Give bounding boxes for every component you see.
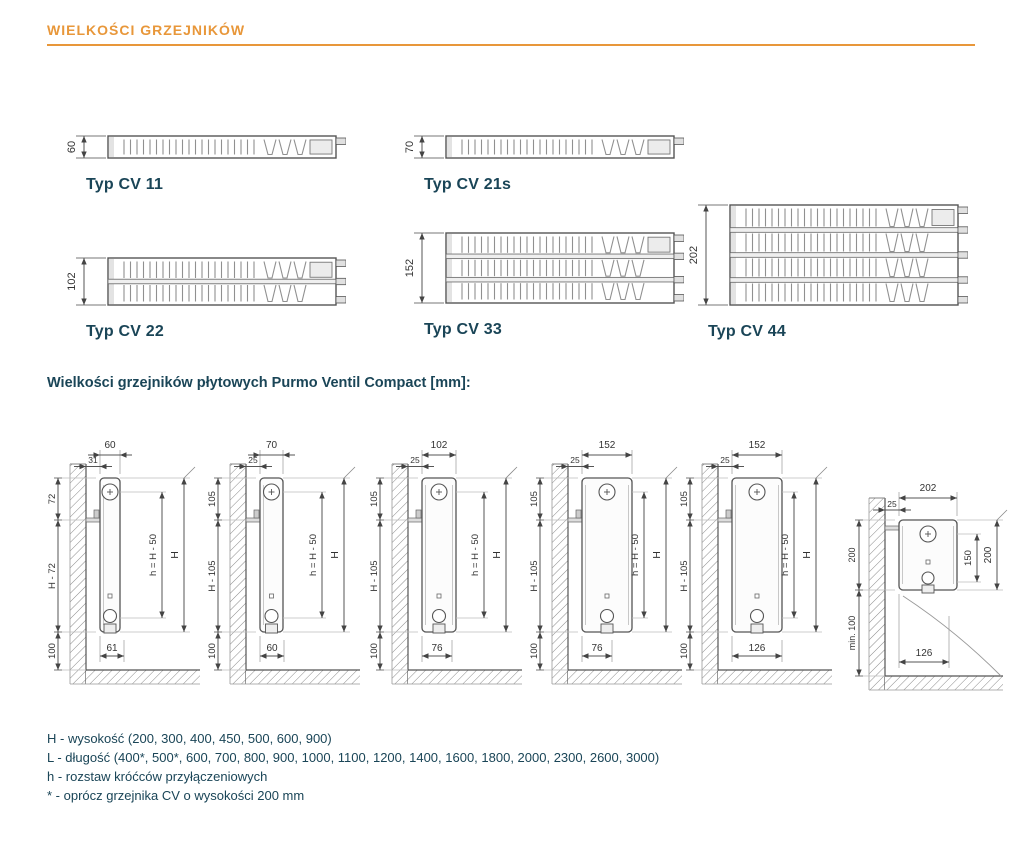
radiator-type-label: Typ CV 21s bbox=[424, 176, 512, 193]
svg-text:25: 25 bbox=[720, 455, 730, 465]
svg-text:70: 70 bbox=[404, 140, 416, 154]
svg-text:H - 105: H - 105 bbox=[529, 560, 540, 592]
svg-text:152: 152 bbox=[404, 258, 416, 278]
svg-text:200: 200 bbox=[847, 547, 857, 563]
svg-text:126: 126 bbox=[915, 648, 933, 659]
svg-text:60: 60 bbox=[66, 140, 78, 154]
radiator-type-label: Typ CV 33 bbox=[424, 321, 502, 338]
svg-text:H: H bbox=[491, 551, 503, 559]
page-title: WIELKOŚCI GRZEJNIKÓW bbox=[47, 22, 246, 38]
radiator-figure-cv11 bbox=[46, 132, 346, 194]
svg-text:76: 76 bbox=[431, 643, 443, 654]
radiator-figure-cv22 bbox=[46, 254, 346, 341]
svg-text:105: 105 bbox=[529, 491, 540, 507]
svg-text:31: 31 bbox=[88, 455, 98, 465]
mount-diagram-cv33-svg bbox=[526, 424, 686, 696]
svg-text:H: H bbox=[329, 551, 341, 559]
svg-text:102: 102 bbox=[430, 440, 448, 451]
svg-text:h = H - 50: h = H - 50 bbox=[780, 534, 791, 576]
svg-text:H - 72: H - 72 bbox=[47, 563, 58, 589]
svg-text:200: 200 bbox=[983, 546, 994, 564]
radiator-type-label: Typ CV 44 bbox=[708, 323, 786, 340]
svg-text:72: 72 bbox=[47, 493, 58, 505]
svg-text:105: 105 bbox=[369, 491, 380, 507]
section-heading: Wielkości grzejników płytowych Purmo Ventil Compact [mm]: bbox=[47, 375, 471, 391]
radiator-topview-cv11-svg bbox=[46, 132, 346, 164]
svg-text:H: H bbox=[169, 551, 181, 559]
radiator-type-label: Typ CV 22 bbox=[86, 323, 164, 340]
title-underline bbox=[47, 44, 975, 46]
svg-text:H - 105: H - 105 bbox=[207, 560, 218, 592]
svg-text:76: 76 bbox=[591, 643, 603, 654]
radiator-type-label: Typ CV 11 bbox=[86, 176, 164, 193]
svg-text:152: 152 bbox=[598, 440, 616, 451]
svg-text:60: 60 bbox=[266, 643, 278, 654]
svg-text:105: 105 bbox=[207, 491, 218, 507]
radiator-topview-cv21s-svg bbox=[384, 132, 684, 164]
svg-text:150: 150 bbox=[963, 550, 974, 566]
svg-text:100: 100 bbox=[679, 643, 690, 659]
radiator-figure-cv21s bbox=[384, 132, 684, 194]
legend bbox=[47, 729, 659, 805]
svg-text:105: 105 bbox=[679, 491, 690, 507]
svg-text:25: 25 bbox=[248, 455, 258, 465]
svg-text:h = H - 50: h = H - 50 bbox=[470, 534, 481, 576]
svg-text:h = H - 50: h = H - 50 bbox=[630, 534, 641, 576]
legend-line-height: H - wysokość (200, 300, 400, 450, 500, 600, 900) bbox=[47, 731, 332, 746]
legend-line-length: L - długość (400*, 500*, 600, 700, 800, 900, 1000, 1100, 1200, 1400, 1600, 1800, 2000, 2300, 2600, 3000) bbox=[47, 750, 660, 765]
svg-text:70: 70 bbox=[265, 440, 278, 451]
svg-text:H: H bbox=[651, 551, 663, 559]
low-mount-diagram-svg bbox=[843, 462, 1023, 697]
svg-text:25: 25 bbox=[570, 455, 580, 465]
svg-text:100: 100 bbox=[207, 643, 218, 659]
svg-text:25: 25 bbox=[410, 455, 420, 465]
svg-text:H: H bbox=[801, 551, 813, 559]
mount-diagram-cv44-svg bbox=[676, 424, 836, 696]
svg-text:25: 25 bbox=[887, 499, 897, 509]
svg-text:h = H - 50: h = H - 50 bbox=[308, 534, 319, 576]
radiator-figure-cv33 bbox=[384, 229, 684, 339]
svg-text:202: 202 bbox=[919, 483, 937, 494]
svg-text:H - 105: H - 105 bbox=[679, 560, 690, 592]
radiator-topview-cv44-svg bbox=[668, 201, 968, 311]
svg-text:102: 102 bbox=[66, 272, 78, 291]
svg-text:60: 60 bbox=[104, 440, 116, 451]
svg-text:61: 61 bbox=[106, 643, 118, 654]
svg-text:H - 105: H - 105 bbox=[369, 560, 380, 592]
mount-diagram-cv11-svg bbox=[44, 424, 204, 696]
svg-text:152: 152 bbox=[748, 440, 766, 451]
radiator-figure-cv44 bbox=[668, 201, 968, 341]
mount-diagram-cv22-svg bbox=[366, 424, 526, 696]
mount-diagram-cv21s-svg bbox=[204, 424, 364, 696]
svg-text:100: 100 bbox=[47, 643, 58, 659]
svg-text:202: 202 bbox=[688, 245, 700, 265]
svg-text:100: 100 bbox=[369, 643, 380, 659]
svg-text:100: 100 bbox=[529, 643, 540, 659]
legend-line-note: * - oprócz grzejnika CV o wysokości 200 mm bbox=[47, 788, 305, 803]
svg-text:126: 126 bbox=[748, 643, 766, 654]
radiator-topview-cv33-svg bbox=[384, 229, 684, 309]
legend-line-spacing: h - rozstaw króćców przyłączeniowych bbox=[47, 769, 268, 784]
svg-text:h = H - 50: h = H - 50 bbox=[148, 534, 159, 576]
radiator-topview-cv22-svg bbox=[46, 254, 346, 311]
svg-text:min. 100: min. 100 bbox=[847, 615, 857, 651]
